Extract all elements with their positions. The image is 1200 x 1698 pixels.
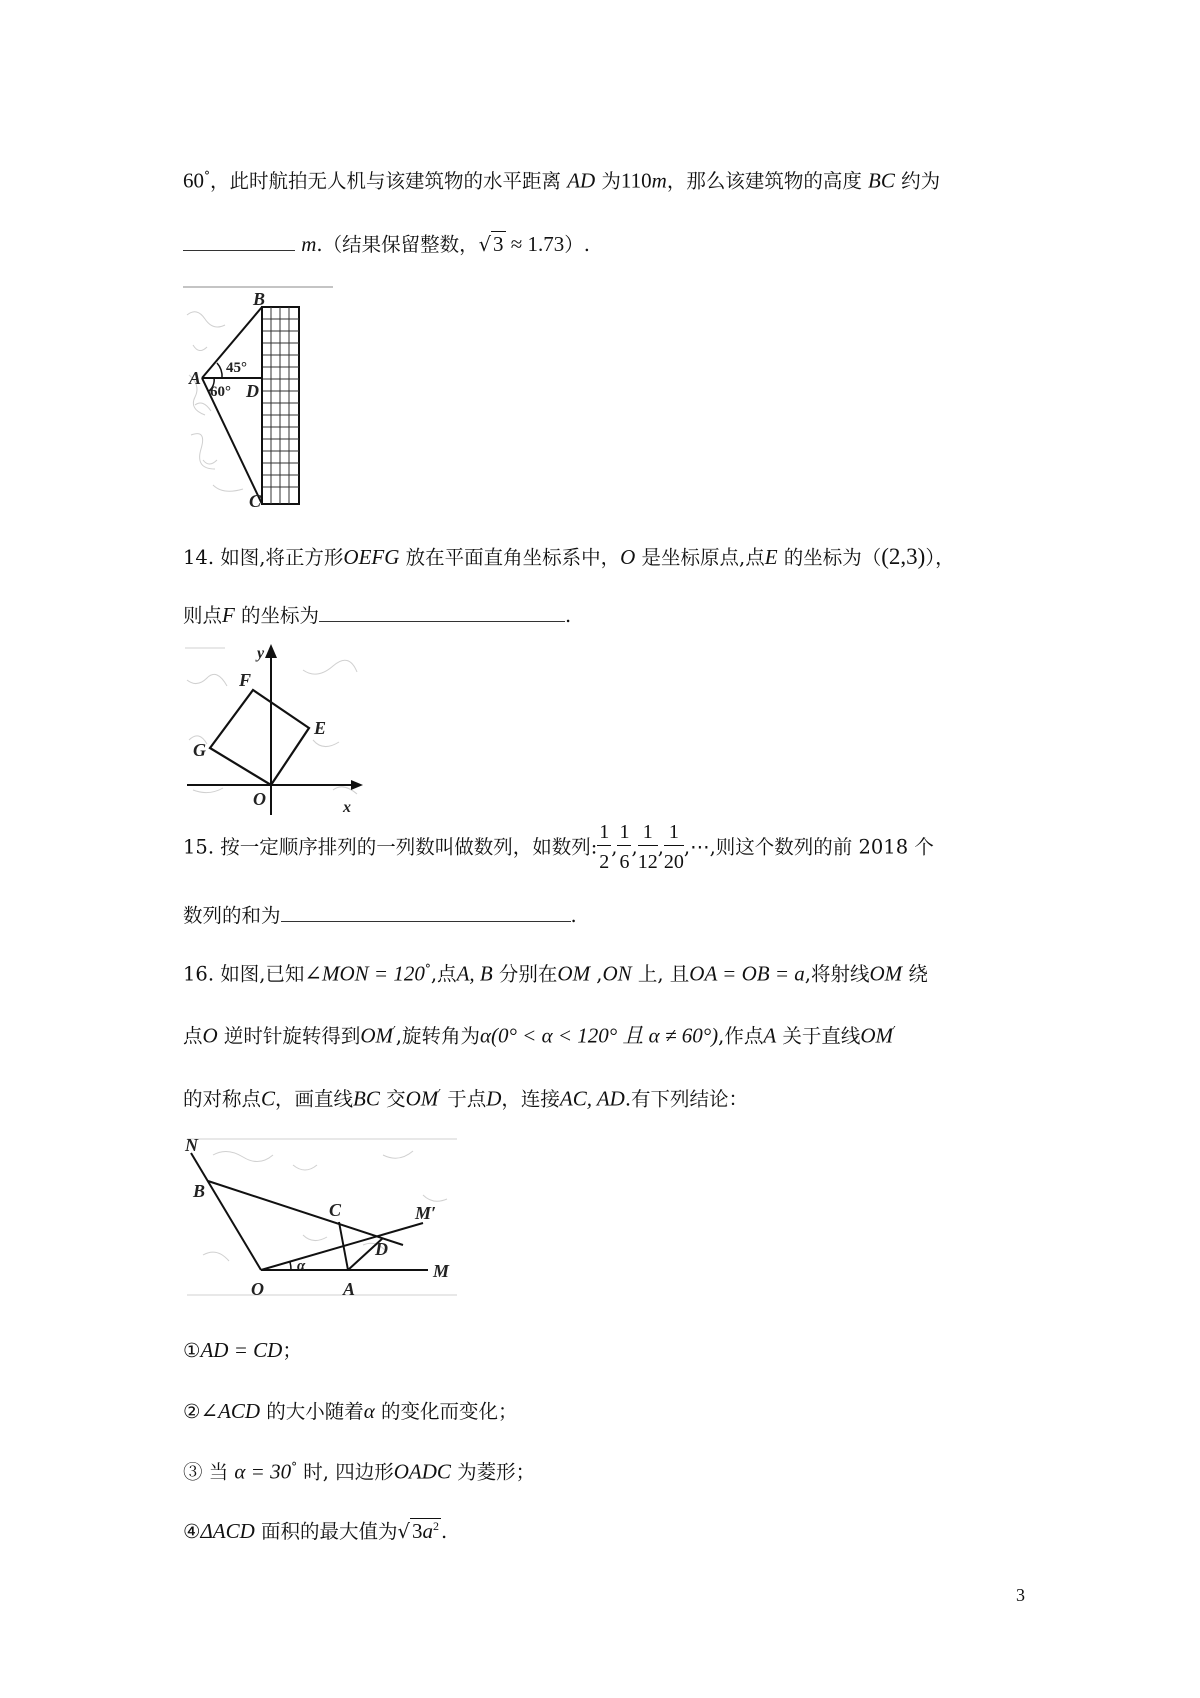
q13-angle-45: 45°	[226, 360, 247, 376]
q14-label-G: G	[193, 740, 206, 760]
q14-line2: 则点F 的坐标为 .	[183, 603, 572, 627]
q14-line1: 14. 如图,将正方形OEFG 放在平面直角坐标系中，O 是坐标原点,点E 的坐标为（(2,3)），	[183, 544, 955, 569]
q16-label-alpha: α	[297, 1258, 306, 1274]
q13-angle-60: 60°	[210, 384, 231, 400]
q15-answer-blank[interactable]	[281, 919, 571, 922]
q16-label-D: D	[375, 1239, 388, 1259]
q15-fraction-1: $\frac{1}{2}$	[599, 821, 610, 873]
q13-label-B: B	[253, 289, 266, 309]
q16-line3: 的对称点C，画直线BC 交OM′ 于点D，连接AC, AD.有下列结论：	[183, 1086, 749, 1111]
q13-line2: m.（结果保留整数，√3 ≈ 1.73）.	[183, 234, 590, 255]
q13-label-C: C	[249, 491, 262, 510]
q16-conclusion-1: ①AD = CD；	[183, 1338, 302, 1362]
q16-conclusion-3: ③ 当 α = 30° 时, 四边形OADC 为菱形；	[183, 1459, 536, 1484]
q15-fraction-3: $\frac{1}{12}$	[637, 821, 658, 873]
sqrt-3a2: $√3a^2$	[397, 1519, 439, 1543]
q14-label-F: F	[239, 670, 252, 690]
page-number: 3	[1016, 1585, 1025, 1605]
q16-label-M: M	[433, 1261, 450, 1281]
q14-label-y: y	[257, 645, 265, 662]
q13-label-D: D	[246, 381, 259, 401]
q14-figure	[183, 640, 363, 815]
q15-line2: 数列的和为 .	[183, 904, 577, 927]
q16-conclusion-2: ②∠ACD 的大小随着α 的变化而变化；	[183, 1399, 518, 1423]
q14-answer-blank[interactable]	[319, 619, 565, 622]
q13-line1: 60°，此时航拍无人机与该建筑物的水平距离 AD 为110m，那么该建筑物的高度 BC 约为	[183, 168, 941, 193]
q13-figure	[183, 285, 333, 510]
q16-label-B: B	[193, 1181, 206, 1201]
q15-fraction-2: $\frac{1}{6}$	[619, 821, 630, 873]
q13-label-A: A	[189, 368, 202, 388]
q16-label-C: C	[329, 1200, 342, 1220]
q15-line1: 15. 按一定顺序排列的一列数叫做数列，如数列: $\frac{1}{2}$ , $\frac{1}{6}$ , $\frac{1}{12}$ , $\frac{1}{20}$ ,⋯,则这个数列的前 2018 个	[183, 821, 934, 873]
q16-line2: 点O 逆时针旋转得到OM′,旋转角为α(0° < α < 120° 且 α ≠ 60°),作点A 关于直线OM′	[183, 1023, 896, 1048]
q16-label-O: O	[251, 1279, 264, 1299]
q16-conclusion-4: ④ΔACD 面积的最大值为$√3a^2$ .	[183, 1519, 448, 1543]
q16-label-Mprime: M′	[415, 1203, 437, 1223]
sqrt-3: √3	[478, 232, 504, 256]
q13-answer-blank[interactable]	[183, 248, 295, 251]
q14-label-E: E	[314, 718, 327, 738]
q14-label-O: O	[253, 789, 266, 809]
q14-label-x: x	[343, 799, 351, 815]
q16-label-A: A	[343, 1279, 356, 1299]
q16-line1: 16. 如图,已知∠MON = 120°,点A, B 分别在OM ,ON 上, 且OA = OB = a,将射线OM 绕	[183, 961, 928, 986]
q16-label-N: N	[185, 1135, 198, 1155]
q15-fraction-4: $\frac{1}{20}$	[663, 821, 684, 873]
q16-figure	[183, 1135, 463, 1305]
